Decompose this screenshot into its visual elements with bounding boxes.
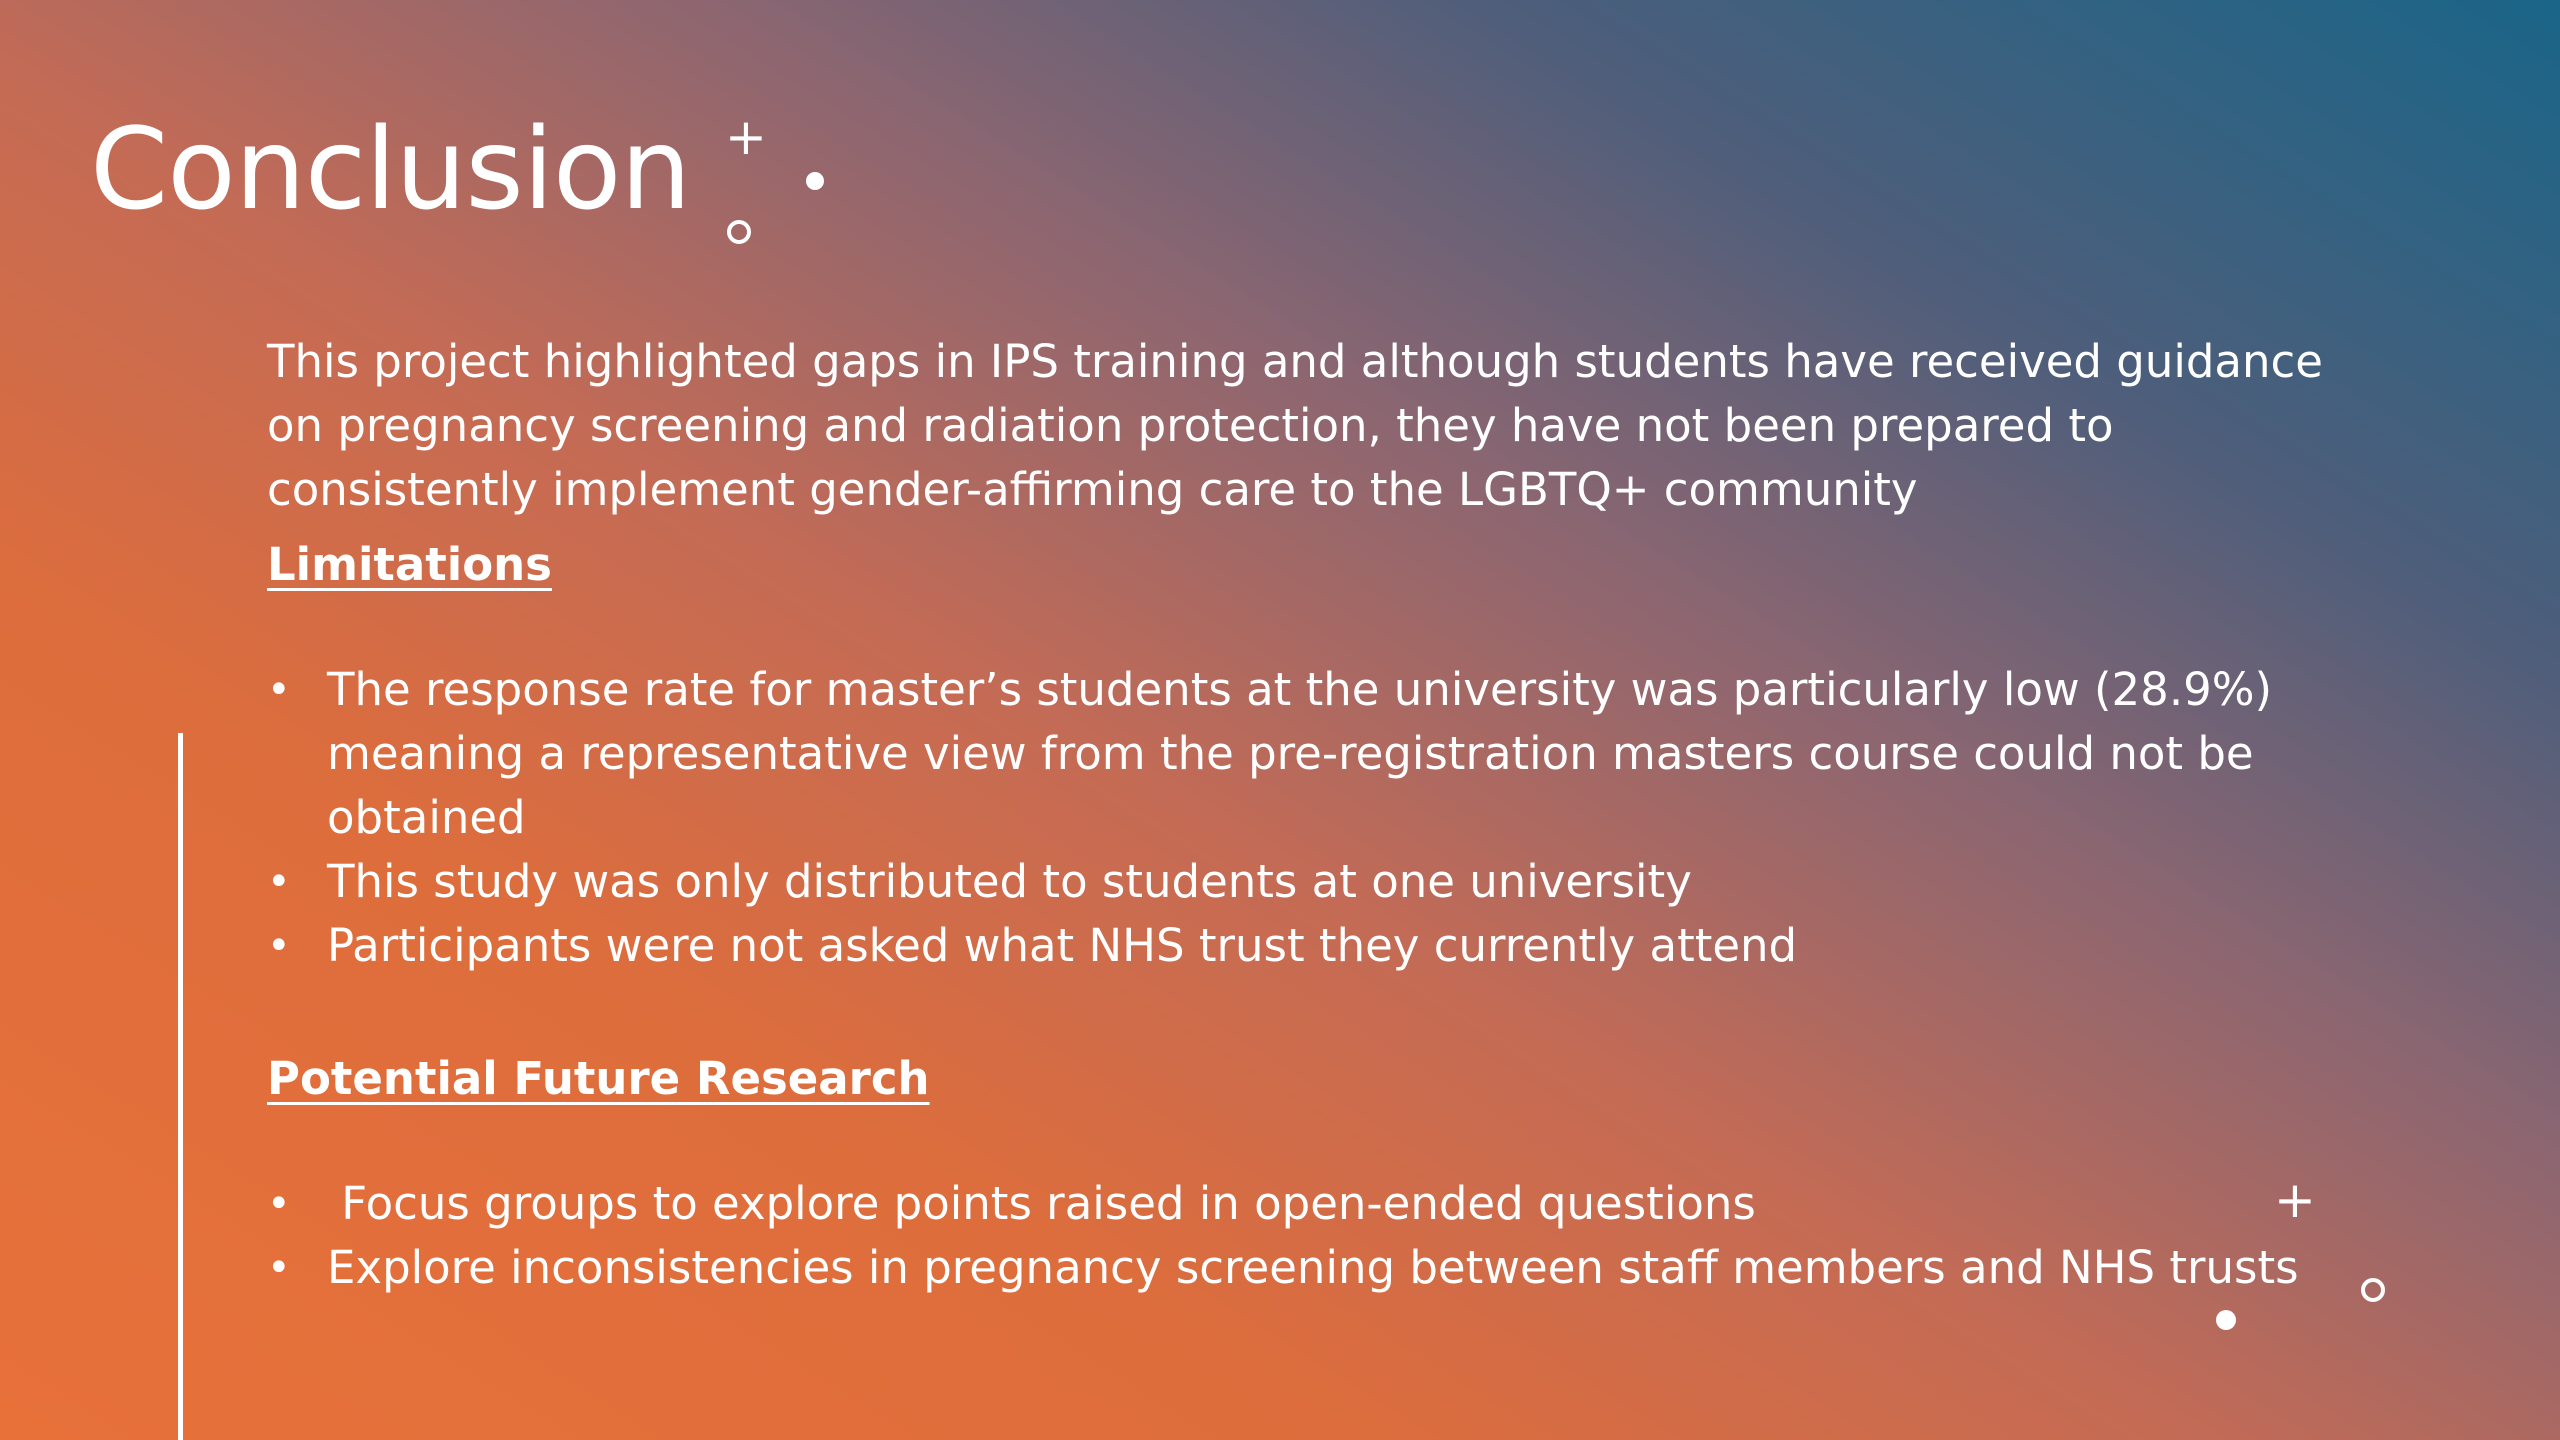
- slide-body: [267, 330, 2327, 1300]
- list-item-text: Participants were not asked what NHS trust they currently attend: [327, 919, 1798, 972]
- list-item: [267, 1236, 2327, 1300]
- ring-icon: [2361, 1278, 2385, 1302]
- list-item-text: The response rate for master’s students at the university was particularly low (28.9%) meaning a representative view from the pre-registration masters course could not be obtained: [327, 663, 2273, 844]
- vertical-divider-line: [178, 733, 183, 1440]
- list-item: [267, 658, 2327, 850]
- bullet-icon: •: [267, 1245, 291, 1291]
- list-item-text: Explore inconsistencies in pregnancy screening between staff members and NHS trusts: [327, 1241, 2299, 1294]
- limitations-heading: Limitations: [267, 538, 552, 591]
- future-research-heading: Potential Future Research: [267, 1052, 930, 1105]
- intro-paragraph: This project highlighted gaps in IPS training and although students have received guidance on pregnancy screening and radiation protection, they have not been prepared to consistently implement gender-affirming care to the LGBTQ+ community: [267, 335, 2323, 516]
- future-research-list: [267, 1172, 2327, 1300]
- bullet-icon: •: [267, 859, 291, 905]
- list-item: [267, 914, 2327, 978]
- plus-icon: +: [725, 108, 767, 166]
- slide-title: Conclusion: [90, 105, 691, 235]
- dot-icon: [806, 172, 824, 190]
- plus-icon: +: [2274, 1171, 2316, 1229]
- dot-icon: [2216, 1310, 2236, 1330]
- list-item-text: This study was only distributed to students at one university: [327, 855, 1692, 908]
- list-item-text: Focus groups to explore points raised in open-ended questions: [327, 1177, 1756, 1230]
- list-item: [267, 1172, 2327, 1236]
- bullet-icon: •: [267, 1181, 291, 1227]
- bullet-icon: •: [267, 667, 291, 713]
- limitations-list: [267, 658, 2327, 978]
- list-item: [267, 850, 2327, 914]
- bullet-icon: •: [267, 923, 291, 969]
- ring-icon: [727, 220, 751, 244]
